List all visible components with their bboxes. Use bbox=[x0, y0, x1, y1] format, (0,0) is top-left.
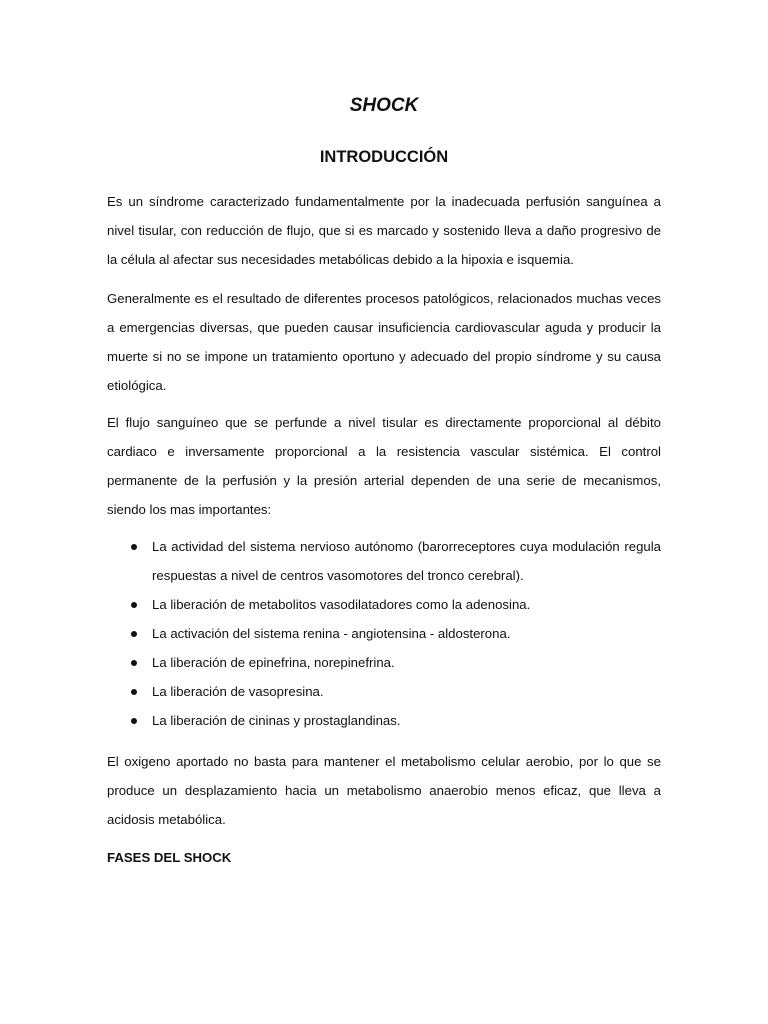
paragraph-oxygen: El oxigeno aportado no basta para mantener el metabolismo celular aerobio, por lo que se produce un desplazamiento hacia un metabolismo anaerobio menos eficaz, que lleva a acidosis metabólica. bbox=[107, 754, 661, 827]
list-item-text: La actividad del sistema nervioso autónomo (barorreceptores cuya modulación regula respuestas a nivel de centros vasomotores del tronco cerebral). bbox=[152, 539, 661, 583]
bullet-icon bbox=[131, 689, 137, 695]
list-item bbox=[107, 677, 661, 706]
list-item-text: La liberación de vasopresina. bbox=[152, 684, 324, 699]
paragraph-blood-flow: El flujo sanguíneo que se perfunde a nivel tisular es directamente proporcional al débito cardiaco e inversamente proporcional a la resistencia vascular sistémica. El control permanente de la perfusión y la presión arterial dependen de una serie de mecanismos, siendo los mas importantes: bbox=[107, 415, 661, 517]
paragraph-definition: Es un síndrome caracterizado fundamentalmente por la inadecuada perfusión sanguínea a nivel tisular, con reducción de flujo, que si es marcado y sostenido lleva a daño progresivo de la célula al afectar sus necesidades metabólicas debido a la hipoxia e isquemia. bbox=[107, 194, 661, 267]
list-item-text: La liberación de metabolitos vasodilatadores como la adenosina. bbox=[152, 597, 531, 612]
list-item bbox=[107, 619, 661, 648]
list-item bbox=[107, 706, 661, 735]
list-item bbox=[107, 532, 661, 590]
bullet-icon bbox=[131, 602, 137, 608]
bullet-icon bbox=[131, 631, 137, 637]
bullet-icon bbox=[131, 544, 137, 550]
mechanisms-list bbox=[107, 532, 661, 735]
list-item bbox=[107, 590, 661, 619]
section-heading-fases: FASES DEL SHOCK bbox=[107, 850, 232, 865]
list-item bbox=[107, 648, 661, 677]
bullet-icon bbox=[131, 660, 137, 666]
section-title-introduccion: INTRODUCCIÓN bbox=[319, 148, 449, 166]
bullet-icon bbox=[131, 718, 137, 724]
list-item-text: La liberación de epinefrina, norepinefrina. bbox=[152, 655, 395, 670]
list-item-text: La activación del sistema renina - angiotensina - aldosterona. bbox=[152, 626, 511, 641]
paragraph-causes: Generalmente es el resultado de diferentes procesos patológicos, relacionados muchas veces a emergencias diversas, que pueden causar insuficiencia cardiovascular aguda y producir la muerte si no se impone un tratamiento oportuno y adecuado del propio síndrome y su causa etiológica. bbox=[107, 291, 661, 393]
list-item-text: La liberación de cininas y prostaglandinas. bbox=[152, 713, 401, 728]
document-title: SHOCK bbox=[349, 95, 419, 116]
